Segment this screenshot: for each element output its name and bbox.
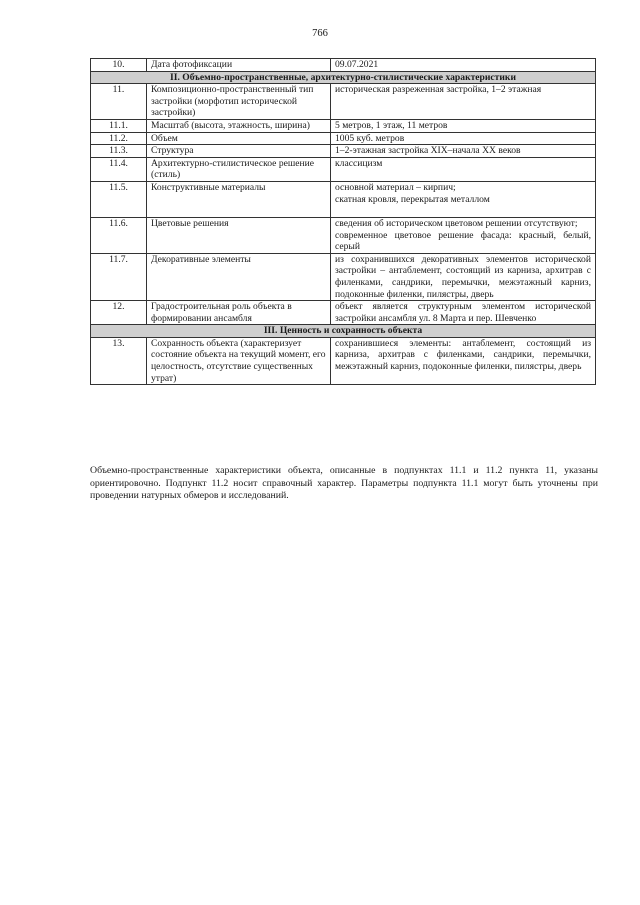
row-number: 11.2.	[91, 132, 147, 145]
value-line: сведения об историческом цветовом решении отсутствуют;	[335, 217, 578, 229]
row-name: Масштаб (высота, этажность, ширина)	[147, 119, 331, 132]
row-value: классицизм	[331, 157, 596, 181]
row-value: сохранившиеся элементы: антаблемент, состоящий из карниза, архитрав с филенками, сандрики, перемычки, межэтажный карниз, подоконные филенки, пилястры, дверь	[331, 337, 596, 384]
row-number: 11.7.	[91, 253, 147, 300]
table-row	[91, 132, 596, 145]
row-number: 11.4.	[91, 157, 147, 181]
row-name: Цветовые решения	[147, 217, 331, 253]
row-number: 10.	[91, 59, 147, 72]
footnote-paragraph: Объемно-пространственные характеристики объекта, описанные в подпунктах 11.1 и 11.2 пункта 11, указаны ориентировочно. Подпункт 11.2 носит справочный характер. Параметры подпункта 11.1 могут быть уточнены при проведении натурных обмеров и исследований.	[90, 465, 598, 502]
row-value: 1005 куб. метров	[331, 132, 596, 145]
value-line: современное цветовое решение фасада: красный, белый, серый	[335, 229, 591, 253]
section-header	[91, 71, 596, 84]
row-name: Дата фотофиксации	[147, 59, 331, 72]
row-number: 11.3.	[91, 145, 147, 158]
row-number: 11.6.	[91, 217, 147, 253]
row-value: историческая разреженная застройка, 1–2 этажная	[331, 84, 596, 120]
row-value	[331, 181, 596, 217]
value-line: скатная кровля, перекрытая металлом	[335, 193, 490, 205]
row-name: Декоративные элементы	[147, 253, 331, 300]
value-line: основной материал – кирпич;	[335, 181, 456, 193]
row-number: 13.	[91, 337, 147, 384]
table-row	[91, 301, 596, 325]
row-name: Структура	[147, 145, 331, 158]
row-value	[331, 217, 596, 253]
section-title: III. Ценность и сохранность объекта	[91, 325, 596, 338]
row-name: Сохранность объекта (характеризует состояние объекта на текущий момент, его целостность, отсутствие существенных утрат)	[147, 337, 331, 384]
row-name: Композиционно-пространственный тип застройки (морфотип исторической застройки)	[147, 84, 331, 120]
row-value: 5 метров, 1 этаж, 11 метров	[331, 119, 596, 132]
section-header	[91, 325, 596, 338]
table-row	[91, 59, 596, 72]
row-name: Архитектурно-стилистическое решение (стиль)	[147, 157, 331, 181]
table-row	[91, 145, 596, 158]
table-row	[91, 119, 596, 132]
row-number: 11.1.	[91, 119, 147, 132]
table-row	[91, 181, 596, 217]
row-number: 11.	[91, 84, 147, 120]
row-value: из сохранившихся декоративных элементов исторической застройки – антаблемент, состоящий из карниза, архитрав с филенками, сандрики, перемычки, межэтажный карниз, подоконные филенки, пилястры, дверь	[331, 253, 596, 300]
table-row	[91, 253, 596, 300]
row-name: Конструктивные материалы	[147, 181, 331, 217]
row-name: Объем	[147, 132, 331, 145]
characteristics-table	[90, 58, 596, 385]
row-value: 1–2-этажная застройка XIX–начала XX веков	[331, 145, 596, 158]
row-number: 12.	[91, 301, 147, 325]
page-number: 766	[312, 28, 328, 39]
section-title: II. Объемно-пространственные, архитектурно-стилистические характеристики	[91, 71, 596, 84]
table-row	[91, 337, 596, 384]
row-value: объект является структурным элементом исторической застройки ансамбля ул. 8 Марта и пер. Шевченко	[331, 301, 596, 325]
row-value: 09.07.2021	[331, 59, 596, 72]
table-row	[91, 157, 596, 181]
table-row	[91, 84, 596, 120]
table-row	[91, 217, 596, 253]
row-number: 11.5.	[91, 181, 147, 217]
row-name: Градостроительная роль объекта в формировании ансамбля	[147, 301, 331, 325]
